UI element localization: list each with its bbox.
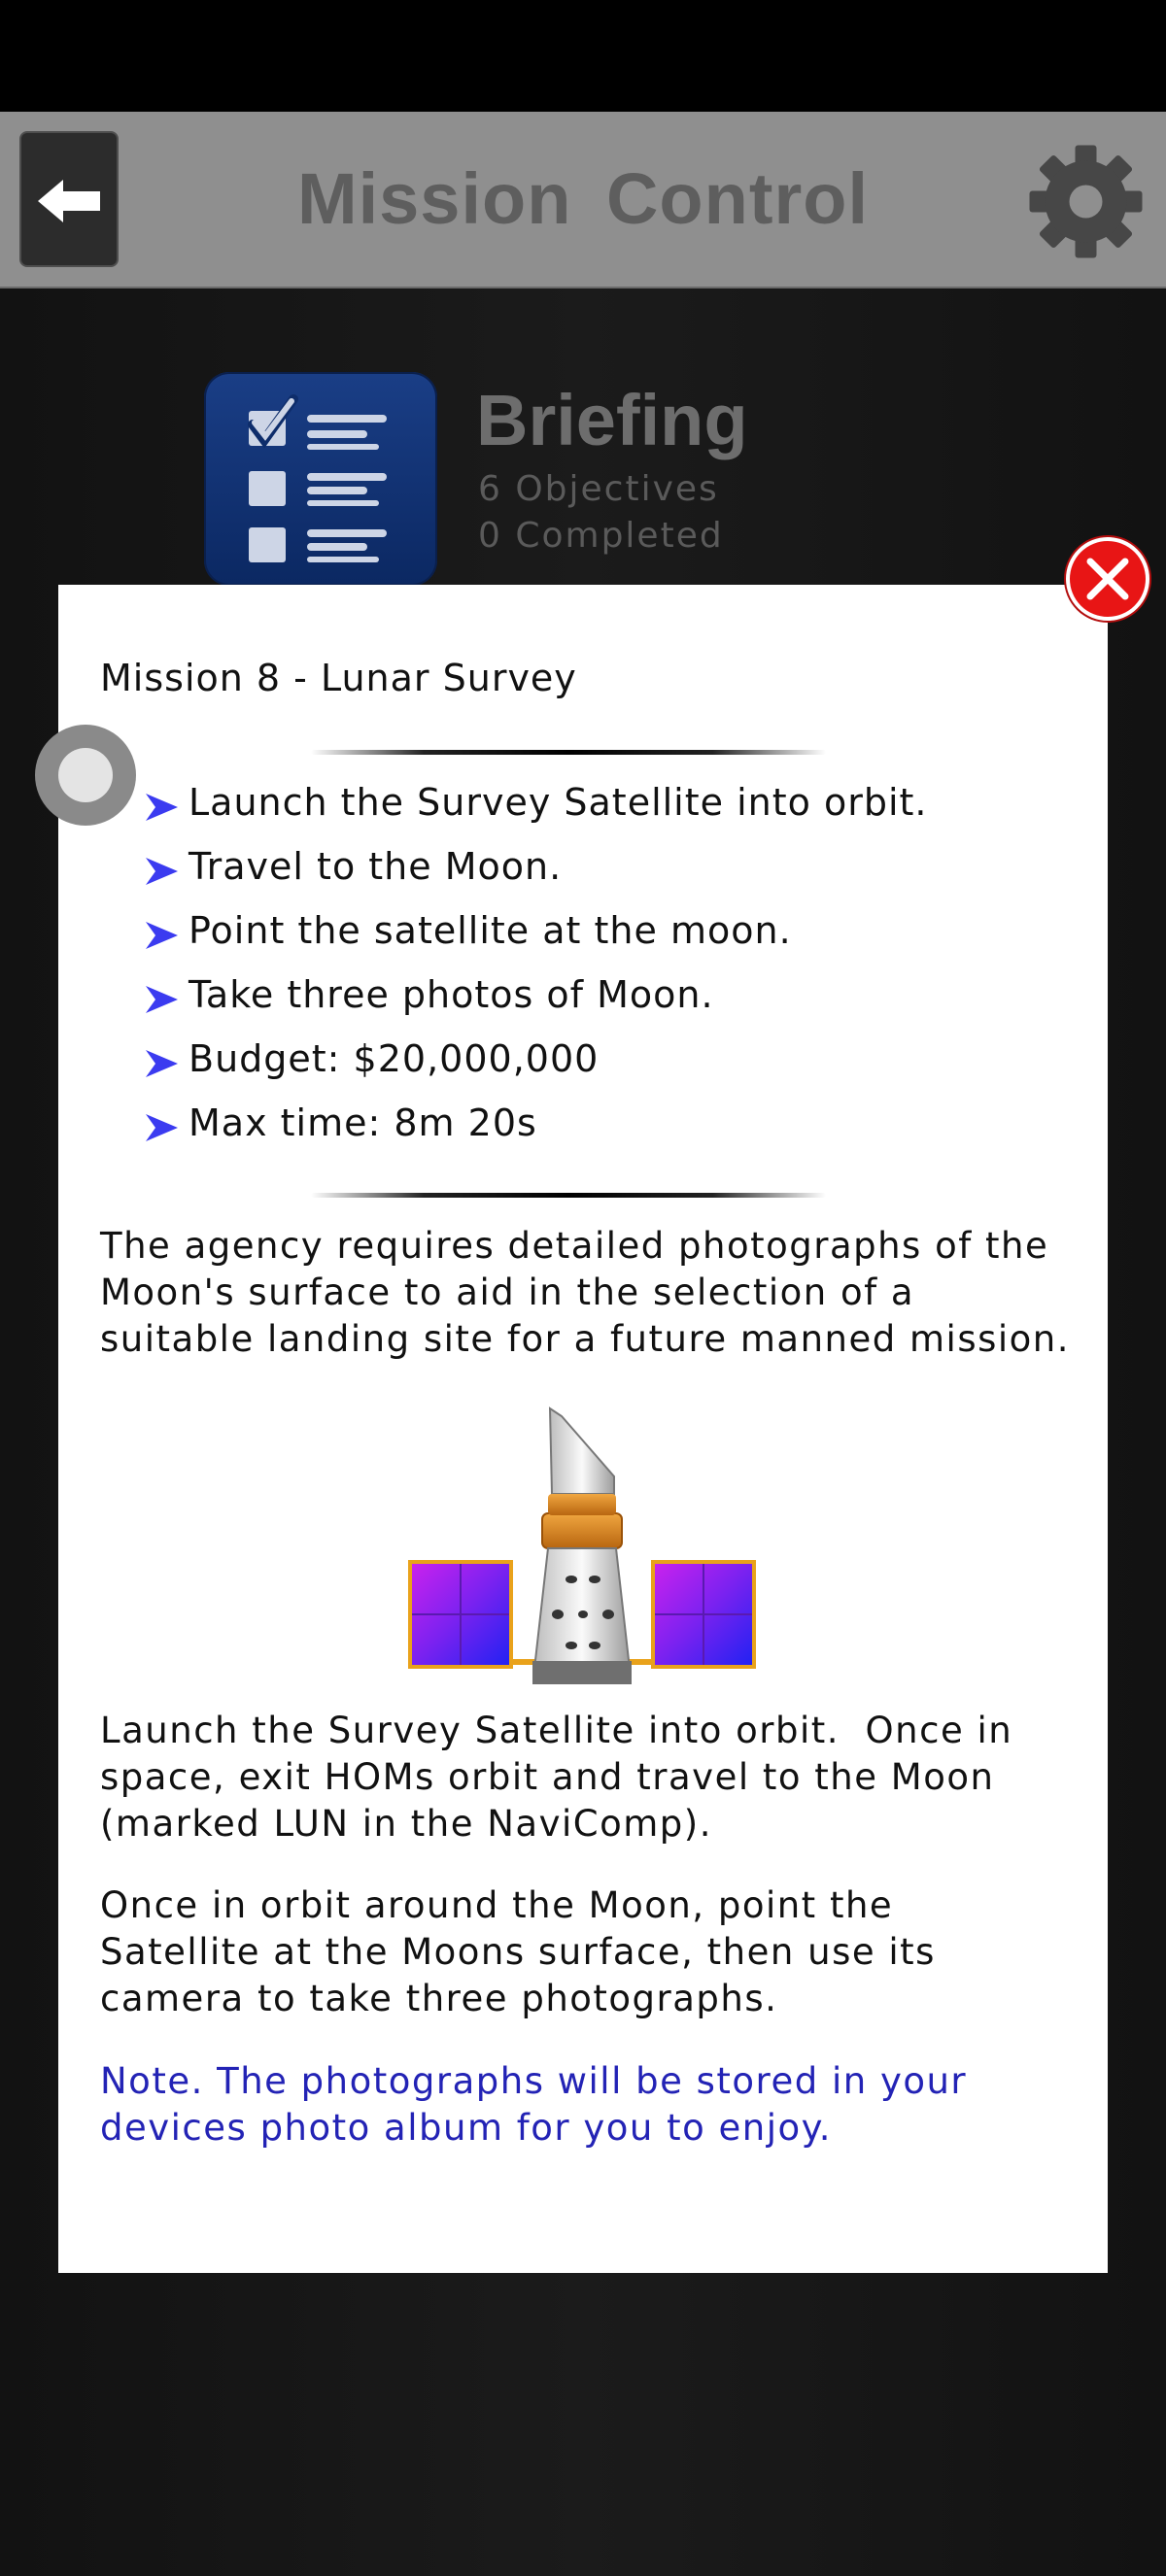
arrow-bullet-icon [146,1113,179,1142]
instructions-line: (marked LUN in the NaviComp). [100,1803,712,1845]
close-icon [1086,558,1129,600]
objective-text: Launch the Survey Satellite into orbit. [189,781,928,824]
description-line: Moon's surface to aid in the selection of a [100,1271,915,1313]
close-button[interactable] [1066,537,1149,621]
instructions-launch [100,1708,1081,1847]
objective-text: Max time: 8m 20s [189,1102,537,1144]
note-text [100,2058,1081,2152]
arrow-bullet-icon [146,985,179,1014]
instructions-photos [100,1882,1081,2022]
arrow-bullet-icon [146,1049,179,1078]
instructions-line: Launch the Survey Satellite into orbit. Once in [100,1710,1013,1751]
gear-icon [1025,141,1147,262]
mission-description [100,1223,1081,1363]
objective-text: Take three photos of Moon. [189,973,714,1016]
note-line: devices photo album for you to enjoy. [100,2107,833,2149]
objective-text: Point the satellite at the moon. [189,909,792,952]
divider-bottom [311,1193,826,1198]
objective-text: Travel to the Moon. [189,845,563,888]
objectives-count: 6 Objectives [478,469,719,509]
description-line: The agency requires detailed photographs of the [100,1225,1049,1267]
settings-button[interactable] [1025,141,1147,262]
instructions-line: space, exit HOMs orbit and travel to the Moon [100,1756,995,1798]
top-bar [0,112,1166,288]
page-title: Mission Control [296,158,870,239]
instructions-line: camera to take three photographs. [100,1978,778,2019]
satellite-icon [406,1407,758,1688]
divider-top [311,750,826,755]
objective-text: Budget: $20,000,000 [189,1037,600,1080]
checklist-icon [204,372,437,586]
arrow-bullet-icon [146,793,179,822]
completed-count: 0 Completed [478,516,724,556]
instructions-line: Once in orbit around the Moon, point the [100,1884,894,1926]
mission-title: Mission 8 - Lunar Survey [100,657,577,699]
status-bar [0,0,1166,112]
instructions-line: Satellite at the Moons surface, then use its [100,1931,936,1973]
touch-indicator [35,725,136,826]
arrow-bullet-icon [146,921,179,950]
briefing-title: Briefing [476,380,748,460]
note-line: Note. The photographs will be stored in your [100,2060,968,2102]
briefing-button[interactable] [204,372,437,586]
arrow-bullet-icon [146,857,179,886]
description-line: suitable landing site for a future manned mission. [100,1318,1070,1360]
